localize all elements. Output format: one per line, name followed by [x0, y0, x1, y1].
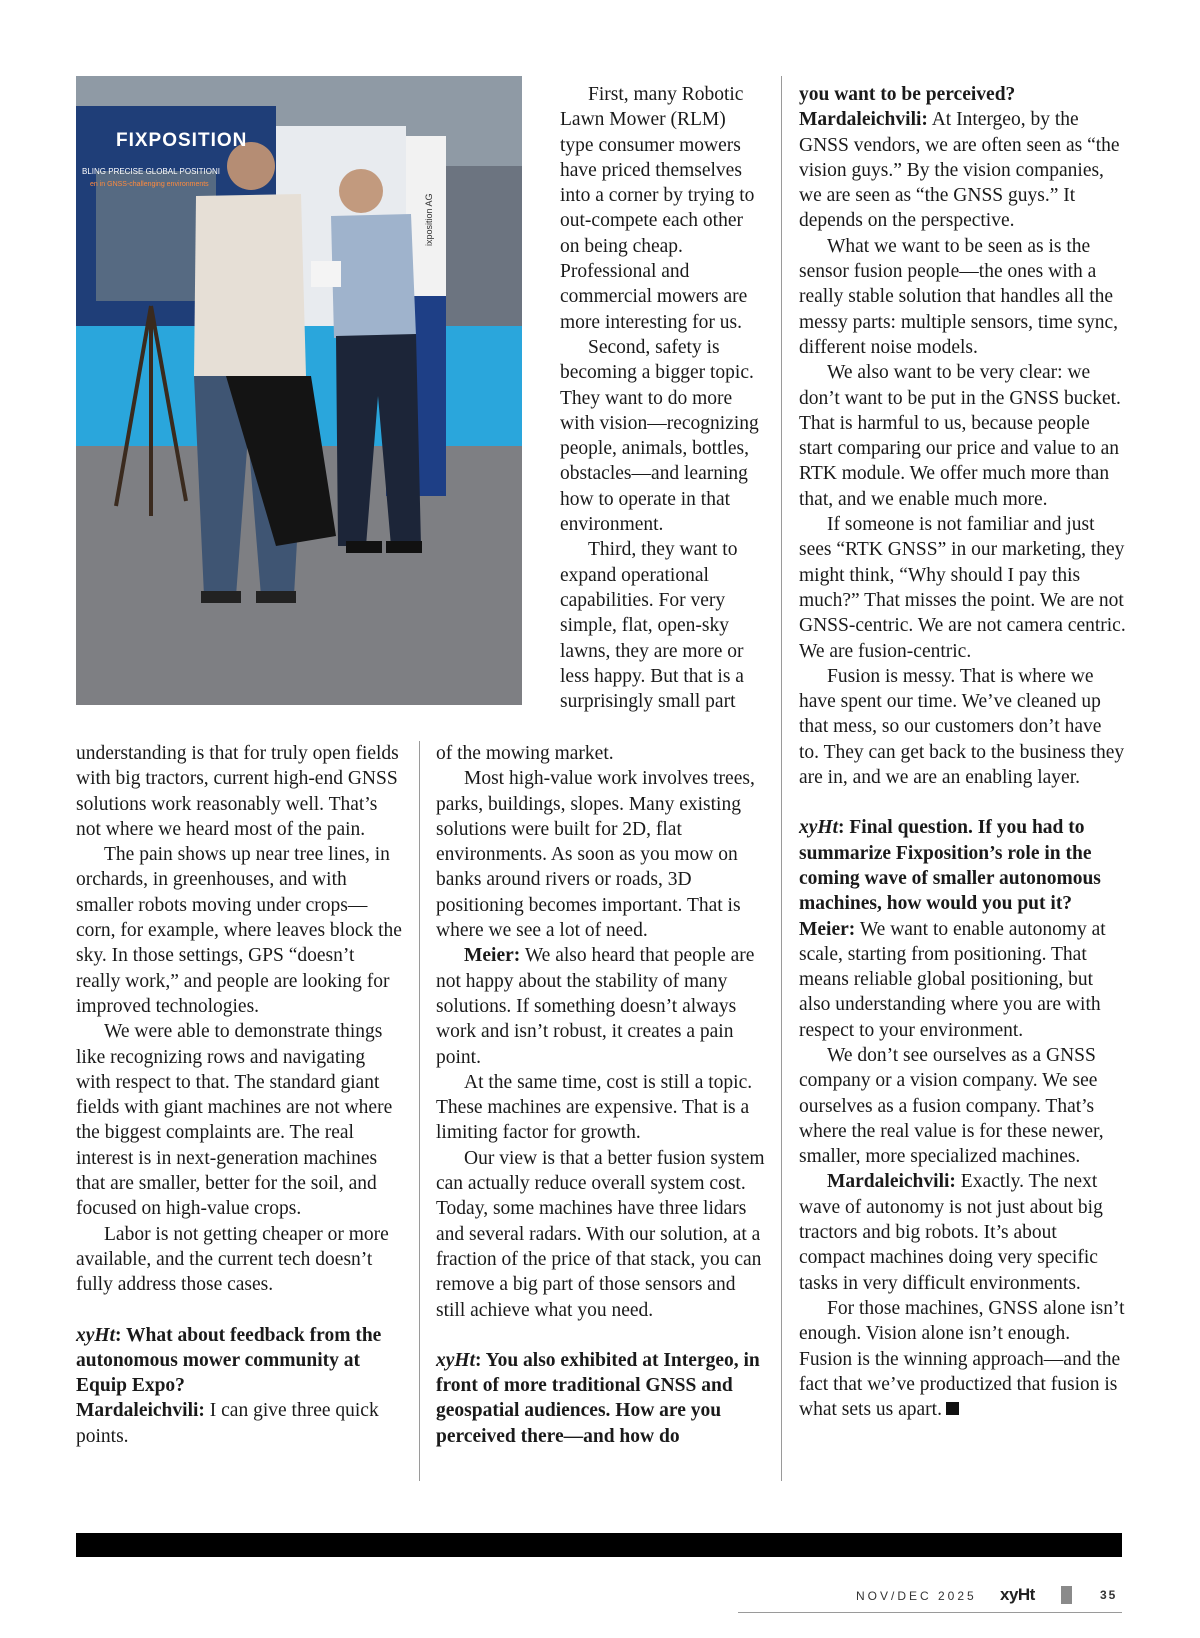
col2-paragraph-2: Meier: We also heard that people are not happy about the stability of many solutions. If something doesn’t always work and isn’t robust, it creates a pain point. [436, 945, 755, 1068]
question-magazine-tag: xyHt [436, 1349, 475, 1371]
column-divider-1 [419, 741, 420, 1481]
col3-final-answer-3: Mardaleichvili: Exactly. The next wave of autonomy is not just about big tractors and big robots. It’s about compact machines doing very specific tasks in very difficult environments. [799, 1171, 1103, 1294]
col3-final-answer-2: We don’t see ourselves as a GNSS company or a vision company. We see ourselves as a fusion company. That’s where the real value is for these newer, smaller, more specialized machines. [799, 1044, 1104, 1168]
booth-tagline-2: en in GNSS-challenging environments [90, 181, 209, 188]
answer-paragraph [76, 1398, 402, 1449]
footer-issue-date: NOV/DEC 2025 [856, 1589, 977, 1603]
col3-final-answer-1: Meier: We want to enable autonomy at scale, starting from positioning. That means reliable global positioning, but also understanding where you are with respect to your environment. [799, 918, 1106, 1041]
col1-paragraph-1: understanding is that for truly open fields with big tractors, current high-end GNSS solutions work reasonably well. That’s not where we heard most of the pain. [76, 743, 399, 840]
col2-paragraph-4: Our view is that a better fusion system can actually reduce overall system cost. Today, some machines have three lidars and several radars. With our solution, at a fraction of the price of that stack, you can remove a big part of those sensors and still achieve what you need. [436, 1147, 765, 1321]
col2-paragraph-1: Most high-value work involves trees, parks, buildings, slopes. Many existing solutions were built for 2D, flat environments. As soon as you mow on banks around rivers or roads, 3D positioning becomes important. That is where we see a lot of need. [436, 768, 755, 942]
question-continuation: you want to be perceived? [799, 84, 1016, 105]
column-2-top [560, 82, 760, 714]
article-photo [76, 76, 522, 705]
col2-continuation: of the mowing market. [436, 743, 614, 764]
col2-point-3: Third, they want to expand operational capabilities. For very simple, flat, open-sky lawns, they are more or less happy. But that is a surprisingly small part [560, 539, 744, 713]
col1-paragraph-3: We were able to demonstrate things like recognizing rows and navigating with respect to that. The standard giant fields with giant machines are not where the biggest complaints are. The real interest is in next-generation machines that are smaller, better for the soil, and focused on high-value crops. [76, 1021, 393, 1220]
booth-photo-illustration [76, 76, 522, 705]
question-text: : What about feedback from the autonomous mower community at Equip Expo? [76, 1324, 382, 1397]
speaker-name: Meier: [799, 918, 856, 940]
interview-question-final: xyHt: Final question. If you had to summarize Fixposition’s role in the coming wave of smaller autonomous machines, how would you put it? [799, 817, 1101, 915]
speaker-name: Mardaleichvili: [799, 109, 928, 131]
booth-tagline-1: BLING PRECISE GLOBAL POSITIONI [82, 167, 220, 176]
interview-question-intergeo: xyHt: You also exhibited at Intergeo, in front of more traditional GNSS and geospatial audiences. How are you perceived there—and how do [436, 1349, 760, 1447]
interview-question-equip-expo [76, 1323, 402, 1399]
page-number: 35 [1100, 1588, 1118, 1602]
footer-magazine-name: xyHt [1000, 1585, 1035, 1604]
column-1 [76, 741, 402, 1449]
col1-paragraph-2: The pain shows up near tree lines, in orchards, in greenhouses, and with smaller robots moving under crops—corn, for example, where leaves block the sky. In those settings, GPS “doesn’t really work,” and people are looking for improved technologies. [76, 844, 402, 1017]
col2-paragraph-3: At the same time, cost is still a topic. These machines are expensive. That is a limiting factor for growth. [436, 1071, 753, 1144]
footer-rule [738, 1612, 1122, 1613]
col3-final-answer-4: For those machines, GNSS alone isn’t enough. Vision alone isn’t enough. Fusion is the winning approach—and the fact that we’ve productized that fusion is what sets us apart. [799, 1297, 1125, 1421]
col3-answer-4: If someone is not familiar and just sees “RTK GNSS” in our marketing, they might think, “Why should I pay this much?” That misses the point. We are not GNSS-centric. We are not camera centric. We are fusion-centric. [799, 514, 1126, 662]
answer-text: I can give three quick points. [76, 1400, 379, 1447]
question-magazine-tag: xyHt [76, 1324, 115, 1346]
col2-point-1: First, many Robotic Lawn Mower (RLM) type consumer mowers have priced themselves into a corner by trying to out-compete each other on being cheap. Professional and commercial mowers are more interesting for us. [560, 84, 755, 333]
column-divider-2 [781, 76, 782, 1481]
col3-answer-3: We also want to be very clear: we don’t want to be put in the GNSS bucket. That is harmful to us, because people start comparing our price and value to an RTK module. We offer much more than that, and we enable much more. [799, 362, 1121, 510]
col3-answer-5: Fusion is messy. That is where we have spent our time. We’ve cleaned up that mess, so our customers don’t have to. They can get back to the business they are in, and we are an enabling layer. [799, 665, 1125, 789]
booth-brand-text: FIXPOSITION [116, 130, 248, 151]
col3-answer-1: Mardaleichvili: At Intergeo, by the GNSS vendors, we are often seen as “the vision guys.” By the vision companies, we are seen as “the GNSS guys.” It depends on the perspective. [799, 109, 1120, 232]
column-3 [799, 82, 1126, 1422]
col2-point-2: Second, safety is becoming a bigger topic. They want to do more with vision—recognizing people, animals, bottles, obstacles—and learning how to operate in that environment. [560, 336, 759, 536]
speaker-name: Mardaleichvili: [827, 1171, 956, 1193]
end-of-article-mark [946, 1402, 959, 1415]
footer-separator-block [1061, 1586, 1072, 1604]
column-2 [436, 741, 766, 1449]
footer-black-bar [76, 1533, 1122, 1557]
col3-answer-2: What we want to be seen as is the sensor fusion people—the ones with a really stable solution that handles all the messy parts: multiple sensors, time sync, different noise models. [799, 235, 1119, 358]
booth-side-label: ixposition AG [424, 193, 434, 246]
speaker-name: Meier: [464, 945, 521, 967]
col1-paragraph-4: Labor is not getting cheaper or more available, and the current tech doesn’t fully address those cases. [76, 1223, 389, 1296]
speaker-name: Mardaleichvili: [76, 1400, 205, 1422]
question-magazine-tag: xyHt [799, 817, 838, 839]
